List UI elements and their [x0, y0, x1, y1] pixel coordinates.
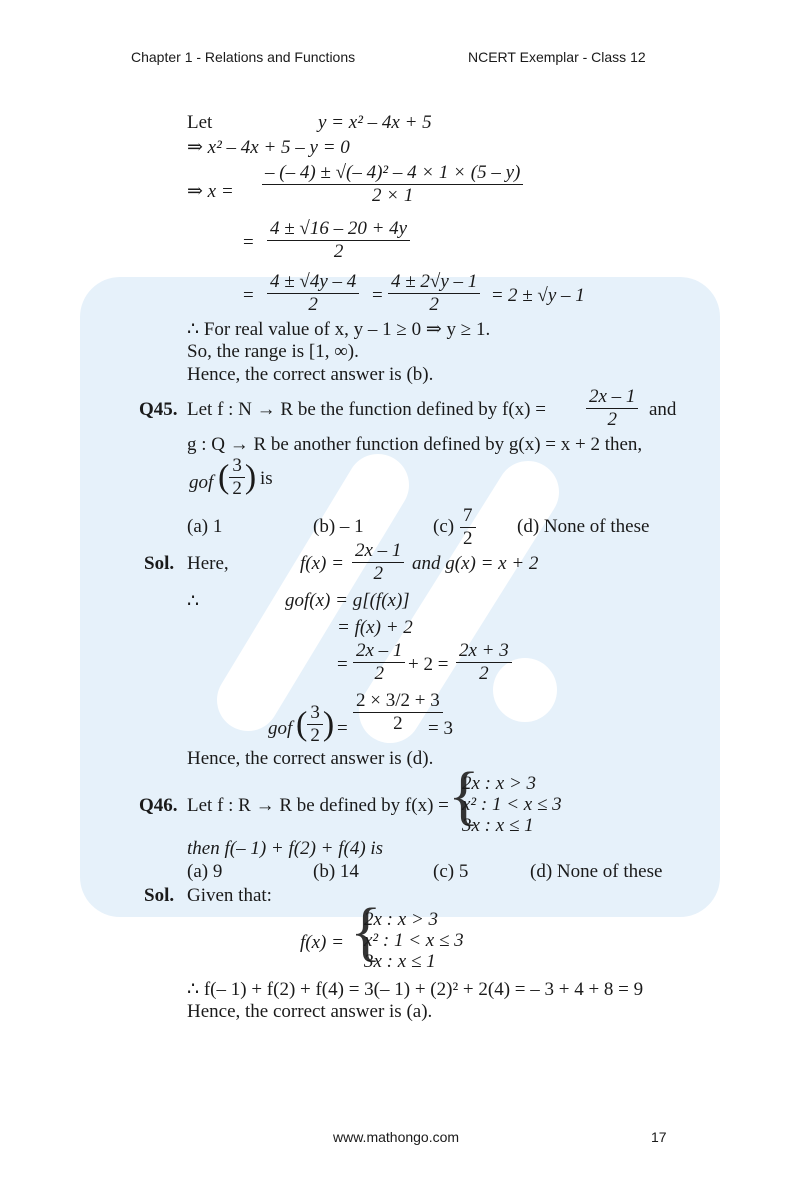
step3-fraction-b	[388, 271, 480, 316]
q46-text: Let f : R → R be defined by f(x) =	[187, 795, 449, 816]
page-number: 17	[651, 1129, 667, 1145]
q46-brace: {	[448, 759, 480, 832]
q46-then: then f(– 1) + f(2) + f(4) is	[187, 838, 384, 859]
step3-result: 2 ± √y – 1	[508, 285, 585, 306]
sol46-given: Given that:	[187, 885, 272, 906]
q46-case-1: 2x : x > 3	[462, 773, 537, 794]
q46-case-3: 3x : x ≤ 1	[462, 815, 534, 836]
sol46-case-2: x² : 1 < x ≤ 3	[364, 930, 464, 951]
sol45-gof: gof	[268, 718, 293, 739]
q45-and: and	[649, 399, 677, 420]
q45-fx-fraction	[586, 386, 638, 431]
q45-option-d: (d) None of these	[517, 516, 650, 537]
sol45-gof-argument: ( $\frac{3}{2}$ )	[296, 702, 335, 746]
q46-option-c: (c) 5	[433, 861, 469, 882]
sol45-line1: gof(x) = g[(f(x)]	[285, 590, 410, 611]
equation-quadratic: ⇒ x² – 4x + 5 – y = 0	[187, 137, 350, 158]
answer-line-a: Hence, the correct answer is (a).	[187, 1001, 433, 1022]
x-denominator: 2 × 1	[372, 184, 414, 206]
footer-url[interactable]: www.mathongo.com	[333, 1129, 460, 1145]
x-label: ⇒ x =	[187, 181, 234, 202]
sol46-case-1: 2x : x > 3	[364, 909, 439, 930]
q45-line2: g : Q → R be another function defined by g(x) = x + 2 then,	[187, 434, 643, 455]
header-book: NCERT Exemplar - Class 12	[468, 49, 646, 65]
sol45-line3-result: $\frac{2x + 3}{2}$	[456, 640, 512, 685]
q45-fx-denominator: 2	[607, 408, 617, 430]
sol45-line2: = f(x) + 2	[337, 617, 413, 638]
solution-label-45: Sol.	[144, 553, 175, 574]
q45-option-c-fraction: $\frac{7}{2}$	[460, 505, 476, 550]
step3b-numerator: 4 ± 2√y – 1	[388, 271, 480, 294]
sol46-case-3: 3x : x ≤ 1	[364, 951, 436, 972]
q46-option-d: (d) None of these	[530, 861, 663, 882]
sol45-fx-label: f(x) =	[300, 553, 344, 574]
q46-cases	[462, 773, 562, 836]
range-line: So, the range is [1, ∞).	[187, 341, 359, 362]
let-word: Let	[187, 112, 213, 133]
q45-option-a: (a) 1	[187, 516, 223, 537]
step2-numerator: 4 ± √16 – 20 + 4y	[267, 218, 410, 241]
sol45-gx: and g(x) = x + 2	[412, 553, 539, 574]
q45-option-c: (c)	[433, 516, 455, 537]
q45-line1: Let f : N → R be the function defined by f(x) =	[187, 399, 546, 420]
sol45-line3-plus: + 2 =	[408, 654, 449, 675]
step3b-denominator: 2	[429, 293, 439, 315]
q45-is: is	[260, 468, 273, 489]
question-label-46: Q46.	[139, 795, 178, 816]
q45-gof-argument: ( $\frac{3}{2}$ )	[218, 455, 257, 499]
sol46-calculation: ∴ f(– 1) + f(2) + f(4) = 3(– 1) + (2)² + 2(4) = – 3 + 4 + 8 = 9	[187, 979, 644, 1000]
step2-denominator: 2	[333, 240, 344, 262]
step3a-numerator: 4 ± √4y – 4	[267, 271, 359, 294]
sol45-line4-fraction: $\frac{2 \times 3/2 + 3}{2}$	[353, 690, 443, 735]
x-numerator: – (– 4) ± √(– 4)² – 4 × 1 × (5 – y)	[262, 162, 523, 185]
sol45-line4-eq: =	[337, 718, 348, 739]
sol46-brace: {	[350, 895, 382, 968]
step3-fraction-a	[267, 271, 359, 316]
sol46-cases	[364, 909, 464, 972]
step2-fraction	[267, 218, 410, 263]
answer-line-d: Hence, the correct answer is (d).	[187, 748, 434, 769]
q45-gof: gof	[189, 472, 214, 493]
q45-fx-numerator: 2x – 1	[586, 386, 638, 409]
header-chapter: Chapter 1 - Relations and Functions	[131, 49, 356, 65]
solution-label-46: Sol.	[144, 885, 175, 906]
q45-option-b: (b) – 1	[313, 516, 364, 537]
sol45-here: Here,	[187, 553, 229, 574]
step3a-denominator: 2	[308, 293, 318, 315]
q46-case-2: x² : 1 < x ≤ 3	[462, 794, 562, 815]
sol45-line3-fraction: $\frac{2x - 1}{2}$	[353, 640, 405, 685]
quadratic-formula	[262, 162, 523, 207]
answer-line-b: Hence, the correct answer is (b).	[187, 364, 434, 385]
equation-y: y = x² – 4x + 5	[318, 112, 432, 133]
question-label-45: Q45.	[139, 399, 178, 420]
sol46-fx-label: f(x) =	[300, 932, 344, 953]
sol45-therefore: ∴	[187, 591, 200, 612]
q46-option-b: (b) 14	[313, 861, 359, 882]
sol45-fx-fraction: $\frac{2x - 1}{2}$	[352, 540, 404, 585]
sol45-line4-result: = 3	[428, 718, 453, 739]
q46-option-a: (a) 9	[187, 861, 223, 882]
real-value-line: ∴ For real value of x, y – 1 ≥ 0 ⇒ y ≥ 1.	[187, 319, 491, 340]
